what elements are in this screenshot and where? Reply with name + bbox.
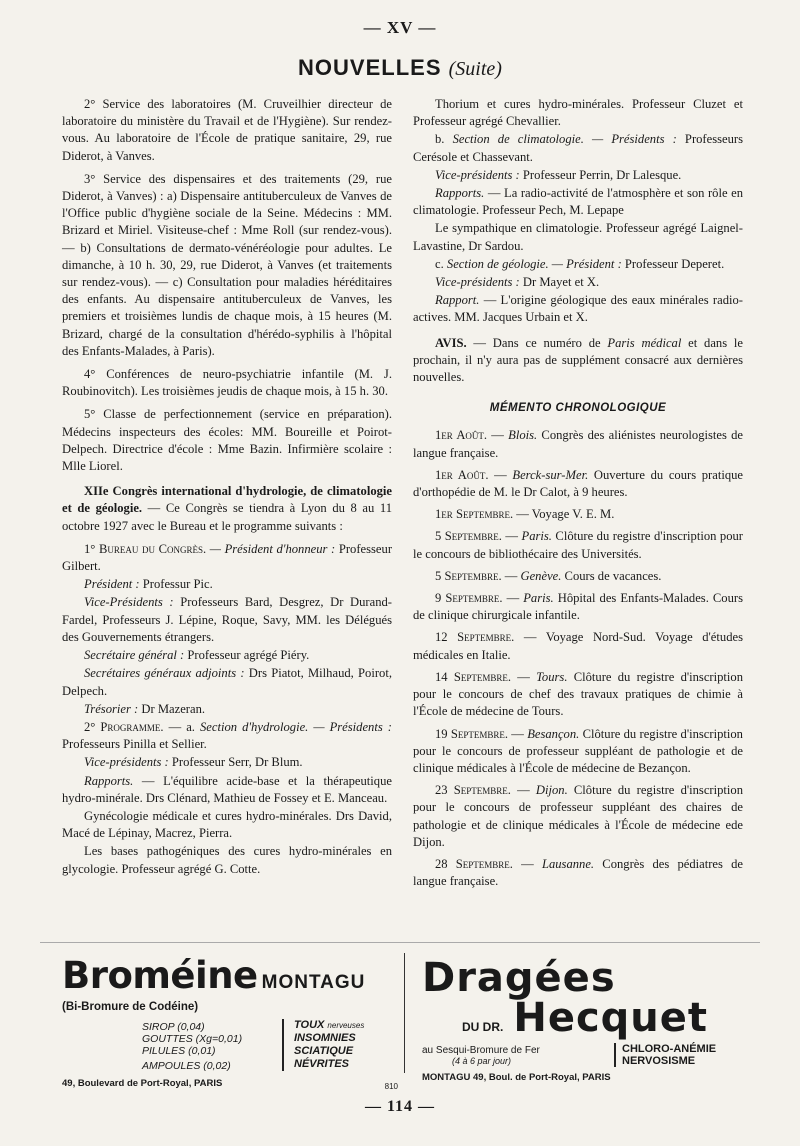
ad-bromeine bbox=[62, 954, 412, 1091]
ad-bromeine-address: 49, Boulevard de Port-Royal, PARIS bbox=[62, 1078, 223, 1089]
right-column bbox=[413, 96, 743, 895]
event-separator: — bbox=[513, 507, 532, 522]
event-separator: — bbox=[501, 529, 522, 544]
event-text: Cours de vacances. bbox=[561, 568, 662, 583]
ad-use-item: INSOMNIES bbox=[294, 1032, 356, 1044]
event-separator: — bbox=[508, 726, 528, 741]
event-text: Ouverture du cours pratique d'orthopédie de M. le Dr Calot, à 9 heures. bbox=[413, 467, 744, 500]
vp-value: Professeurs Bard, Desgrez, Dr Durand-Fardel, Professeurs J. Lépine, Roque, Savy, MM. les Délégués des Gouvernements étrangers. bbox=[62, 595, 393, 644]
memento-event bbox=[413, 669, 743, 721]
vp-geo-value: Dr Mayet et X. bbox=[519, 275, 600, 290]
event-separator: — bbox=[502, 591, 524, 606]
paragraph-avis bbox=[413, 335, 743, 387]
ad-dragees-brand: Dragées bbox=[422, 955, 616, 1001]
ad-use-toux: TOUX bbox=[294, 1019, 325, 1031]
memento-event bbox=[413, 427, 743, 461]
paragraph-secretaires-adjoints bbox=[62, 665, 392, 699]
memento-event bbox=[413, 506, 743, 523]
b-head: b. bbox=[435, 132, 453, 147]
event-separator: — bbox=[510, 783, 536, 798]
memento-event bbox=[413, 590, 743, 624]
paragraph-conferences: 4° Conférences de neuro-psychiatrie infantile (M. J. Roubinovitch). Les troisièmes jeudis de chaque mois, à 15 h. 30. bbox=[62, 367, 392, 399]
event-date: 12 Septembre. bbox=[435, 630, 515, 645]
event-text: Clôture du registre d'inscription pour le concours de professeur suppléant des chaires de pathologie et de clinique médicales à l'École de médecine ede Dijon. bbox=[413, 783, 744, 849]
programme-section: Section d'hydrologie. — Présidents : bbox=[199, 719, 392, 734]
memento-event bbox=[413, 856, 743, 890]
ad-form-item: GOUTTES (Xg=0,01) bbox=[142, 1033, 243, 1045]
memento-event bbox=[413, 782, 743, 851]
event-date: 14 Septembre. bbox=[435, 669, 511, 684]
bureau-role: — Président d'honneur : bbox=[206, 541, 336, 556]
ad-dragees-detail bbox=[422, 1045, 752, 1066]
programme-value: Professeurs Pinilla et Sellier. bbox=[62, 737, 207, 752]
sga-value: Drs Piatot, Milhaud, Poirot, Delpech. bbox=[62, 666, 392, 698]
ad-dragees-line2: (4 à 6 par jour) bbox=[452, 1056, 512, 1066]
ad-bromeine-suffix: MONTAGU bbox=[261, 972, 366, 993]
ad-dragees-indications bbox=[614, 1043, 716, 1067]
paragraph-vice-presidents bbox=[62, 594, 392, 646]
paragraph-secretaire bbox=[62, 647, 392, 664]
paragraph-climatologie bbox=[413, 131, 743, 165]
ad-indication: CHLORO-ANÉMIE bbox=[622, 1043, 717, 1055]
ad-bromeine-brand-row bbox=[62, 954, 412, 997]
paragraph-laboratoires: 2° Service des laboratoires (M. Cruveilhier directeur de laboratoire du ministère du Travail et de l'Hygiène). Sur rendez-vous. Au laboratoire de l'École de pratique sanitaire, 29, rue Diderot, à Vanves. bbox=[62, 97, 392, 163]
event-separator: — bbox=[514, 630, 546, 645]
event-separator: — bbox=[511, 669, 537, 684]
paragraph-gynecologie: Gynécologie médicale et cures hydro-minérales. Drs David, Macé de Lépinay, Macrez, Pierra. bbox=[62, 808, 392, 841]
memento-event bbox=[413, 726, 743, 778]
event-date: 5 Septembre. bbox=[435, 568, 502, 583]
b-section: Section de climatologie. — Présidents : bbox=[452, 132, 677, 147]
event-place: Paris. bbox=[521, 529, 552, 544]
memento-title: MÉMENTO CHRONOLOGIQUE bbox=[489, 402, 667, 415]
rapport-geo-value: — L'origine géologique des eaux minérales radio-actives. MM. Jacques Urbain et X. bbox=[413, 293, 743, 325]
programme-sep: — a. bbox=[163, 719, 200, 734]
rapports-value: — L'équilibre acide-base et la thérapeutique hydro-minérale. Drs Clénard, Mathieu de Fossey et E. Manceau. bbox=[62, 773, 392, 805]
ad-bromeine-brand: Broméine bbox=[62, 954, 258, 997]
rapports-clim-label: Rapports. bbox=[435, 186, 485, 201]
paragraph-rapports bbox=[62, 773, 392, 807]
page-title bbox=[0, 55, 800, 81]
event-date: 1er Août. bbox=[435, 467, 489, 482]
avis-journal: Paris médical bbox=[607, 335, 682, 350]
ad-dragees-brand-row bbox=[422, 997, 752, 1039]
rapports-label: Rapports. bbox=[84, 773, 134, 788]
ad-bromeine-code: 810 bbox=[384, 1082, 398, 1091]
event-place: Besançon. bbox=[527, 726, 580, 741]
title-suffix: (Suite) bbox=[448, 58, 502, 80]
programme-head: 2° Programme. bbox=[84, 719, 164, 734]
ad-use-item bbox=[294, 1019, 364, 1032]
congres-text: — Ce Congrès se tiendra à Lyon du 8 au 11 octobre 1927 avec le Bureau et le programme suivants : bbox=[62, 501, 392, 533]
avis-text-2: et dans le prochain, il n'y aura pas de supplément consacré aux dernières nouvelles. bbox=[413, 335, 743, 385]
vp2-label: Vice-présidents : bbox=[84, 755, 169, 770]
event-separator: — bbox=[488, 467, 513, 482]
paragraph-congres bbox=[62, 483, 392, 535]
ad-form-item: AMPOULES (0,02) bbox=[142, 1060, 231, 1072]
president-label: Président : bbox=[84, 577, 140, 592]
bureau-value: Professeur Gilbert. bbox=[62, 541, 393, 574]
ad-form-item: SIROP (0,04) bbox=[142, 1021, 205, 1033]
tresorier-value: Dr Mazeran. bbox=[138, 701, 206, 716]
event-date: 1er Septembre. bbox=[435, 507, 514, 522]
paragraph-dispensaires: 3° Service des dispensaires et des traitements (29, rue Diderot, à Vanves) : a) Dispensaire antituberculeux de Vanves de l'Office public d'hygiène sociale de la Seine. Médecins : MM. Brizard et Miriel. Visiteuse-chef : Mme Roll (sur rendez-vous). — b) Consultations de dermato-vénéréologie pour adultes. Le dimanche, à 10 h. 30, 29, rue Diderot, à Vanves (et traitements sur rendez-vous). — c) Consultation pour maladies héréditaires des enfants. Au dispensaire antituberculeux de Vanves, les premiers et troisièmes lundis de chaque mois, à 15 heures (M. Brizard, chargé de la consultation d'hérédo-syphilis à l'hôpital des Enfants-Malades, à Paris). bbox=[62, 171, 392, 358]
memento-list bbox=[413, 427, 743, 890]
paragraph-vp-clim bbox=[413, 167, 743, 184]
memento-event bbox=[413, 629, 743, 663]
event-text: Clôture du registre d'inscription pour le concours de chef des travaux pratiques de chimie à l'École de médecine de Tours. bbox=[413, 669, 744, 719]
event-separator: — bbox=[512, 856, 542, 871]
rapport-geo-label: Rapport. bbox=[435, 293, 480, 308]
event-place: Paris. bbox=[523, 591, 554, 606]
event-place: Genève. bbox=[520, 568, 562, 583]
event-text: Congrès des pédiatres de langue française. bbox=[413, 856, 743, 889]
event-date: 19 Septembre. bbox=[435, 726, 509, 741]
paragraph-thorium: Thorium et cures hydro-minérales. Professeur Cluzet et Professeur agrégé Chevallier. bbox=[413, 97, 743, 129]
ad-bromeine-subtitle: (Bi-Bromure de Codéine) bbox=[62, 1001, 199, 1013]
title-text: NOUVELLES bbox=[298, 55, 442, 80]
ad-dragees bbox=[422, 957, 752, 1083]
paragraph-sympathique: Le sympathique en climatologie. Professeur agrégé Laignel-Lavastine, Dr Sardou. bbox=[413, 221, 743, 253]
event-place: Berck-sur-Mer. bbox=[512, 467, 589, 482]
ad-dragees-address: MONTAGU 49, Boul. de Port-Royal, PARIS bbox=[422, 1072, 611, 1083]
sg-label: Secrétaire général : bbox=[84, 648, 185, 663]
avis-text-1: — Dans ce numéro de bbox=[466, 335, 608, 350]
vp-label: Vice-Présidents : bbox=[84, 595, 174, 610]
event-place: Blois. bbox=[508, 428, 538, 443]
event-place: Tours. bbox=[536, 669, 568, 684]
event-place: Lausanne. bbox=[541, 856, 595, 871]
paragraph-president bbox=[62, 576, 392, 593]
ad-indication: NERVOSISME bbox=[622, 1055, 696, 1067]
c-head: c. bbox=[435, 256, 447, 271]
rapports-clim-value: — La radio-activité de l'atmosphère et son rôle en climatologie. Professeur Pech, M. Lepape bbox=[413, 186, 743, 218]
ad-form-item: PILULES (0,01) bbox=[142, 1045, 216, 1057]
paragraph-vp2 bbox=[62, 754, 392, 771]
event-date: 28 Septembre. bbox=[435, 856, 513, 871]
sga-label: Secrétaires généraux adjoints : bbox=[84, 666, 245, 681]
president-value: Professur Pic. bbox=[139, 577, 213, 592]
advertisements bbox=[40, 942, 760, 1091]
event-text: Clôture du registre d'inscription pour le concours de bibliothécaire des Universités. bbox=[413, 529, 743, 561]
b-value: Professeurs Cerésole et Chassevant. bbox=[413, 132, 743, 164]
paragraph-bureau bbox=[62, 541, 392, 575]
paragraph-tresorier bbox=[62, 701, 392, 718]
paragraph-rapport-geo bbox=[413, 292, 743, 326]
avis-label: AVIS. bbox=[435, 335, 467, 350]
event-date: 23 Septembre. bbox=[435, 783, 511, 798]
sg-value: Professeur agrégé Piéry. bbox=[184, 648, 310, 663]
event-text: Clôture du registre d'inscription pour le concours de professeur suppléant de pathologie et de clinique médicales à l'École de médecine de Bezançon. bbox=[413, 726, 743, 775]
event-separator: — bbox=[487, 428, 509, 443]
event-text: Voyage Nord-Sud. Voyage d'études médicales en Italie. bbox=[413, 630, 743, 662]
ad-dragees-brand-2: Hecquet bbox=[513, 995, 709, 1041]
c-section: Section de géologie. — Président : bbox=[446, 256, 622, 271]
ad-dragees-du: DU DR. bbox=[462, 1020, 504, 1034]
bureau-head: 1° Bureau du Congrès. bbox=[84, 541, 207, 556]
tresorier-label: Trésorier : bbox=[84, 701, 139, 716]
event-place: Dijon. bbox=[535, 783, 568, 798]
congres-title: XIIe Congrès international d'hydrologie, de climatologie et de géologie. bbox=[62, 484, 392, 516]
event-text: Congrès des aliénistes neurologistes de langue française. bbox=[413, 428, 743, 460]
memento-event bbox=[413, 528, 743, 562]
vp2-value: Professeur Serr, Dr Blum. bbox=[168, 755, 303, 770]
memento-event bbox=[413, 568, 743, 585]
page-number-top: — XV — bbox=[363, 18, 437, 37]
paragraph-bases: Les bases pathogéniques des cures hydro-minérales en glycologie. Professeur agrégé G. Cotte. bbox=[62, 844, 392, 876]
event-date: 5 Septembre. bbox=[435, 529, 502, 544]
ad-use-item: NÉVRITES bbox=[294, 1058, 350, 1070]
ad-bromeine-uses bbox=[282, 1019, 364, 1071]
event-date: 1er Août. bbox=[435, 428, 488, 443]
paragraph-rapports-clim bbox=[413, 185, 743, 219]
paragraph-geologie bbox=[413, 256, 743, 273]
vp-clim-label: Vice-présidents : bbox=[435, 167, 520, 182]
left-column bbox=[62, 96, 392, 879]
ad-use-item: SCIATIQUE bbox=[294, 1045, 354, 1057]
ad-bromeine-forms bbox=[142, 1021, 412, 1072]
ad-dragees-line1: au Sesqui-Bromure de Fer bbox=[422, 1045, 540, 1056]
page-number-bottom: — 114 — bbox=[364, 1098, 436, 1115]
c-value: Professeur Deperet. bbox=[621, 256, 725, 271]
event-text: Voyage V. E. M. bbox=[531, 507, 615, 522]
ad-divider bbox=[404, 953, 405, 1073]
memento-event bbox=[413, 467, 743, 501]
event-date: 9 Septembre. bbox=[435, 591, 503, 606]
vp-clim-value: Professeur Perrin, Dr Lalesque. bbox=[519, 167, 682, 182]
event-separator: — bbox=[501, 568, 521, 583]
vp-geo-label: Vice-présidents : bbox=[435, 275, 520, 290]
event-text: Hôpital des Enfants-Malades. Cours de clinique chirurgicale infantile. bbox=[413, 591, 743, 623]
paragraph-programme bbox=[62, 719, 392, 753]
paragraph-vp-geo bbox=[413, 274, 743, 291]
ad-use-nerveuses: nerveuses bbox=[327, 1021, 365, 1030]
paragraph-classe: 5° Classe de perfectionnement (service en préparation). Médecins inspecteurs des écoles: MM. Boureille et Poirot-Delpech. Directrice d'école : Mme Bazin. Infirmière scolaire : Mlle Liorel. bbox=[62, 407, 392, 474]
